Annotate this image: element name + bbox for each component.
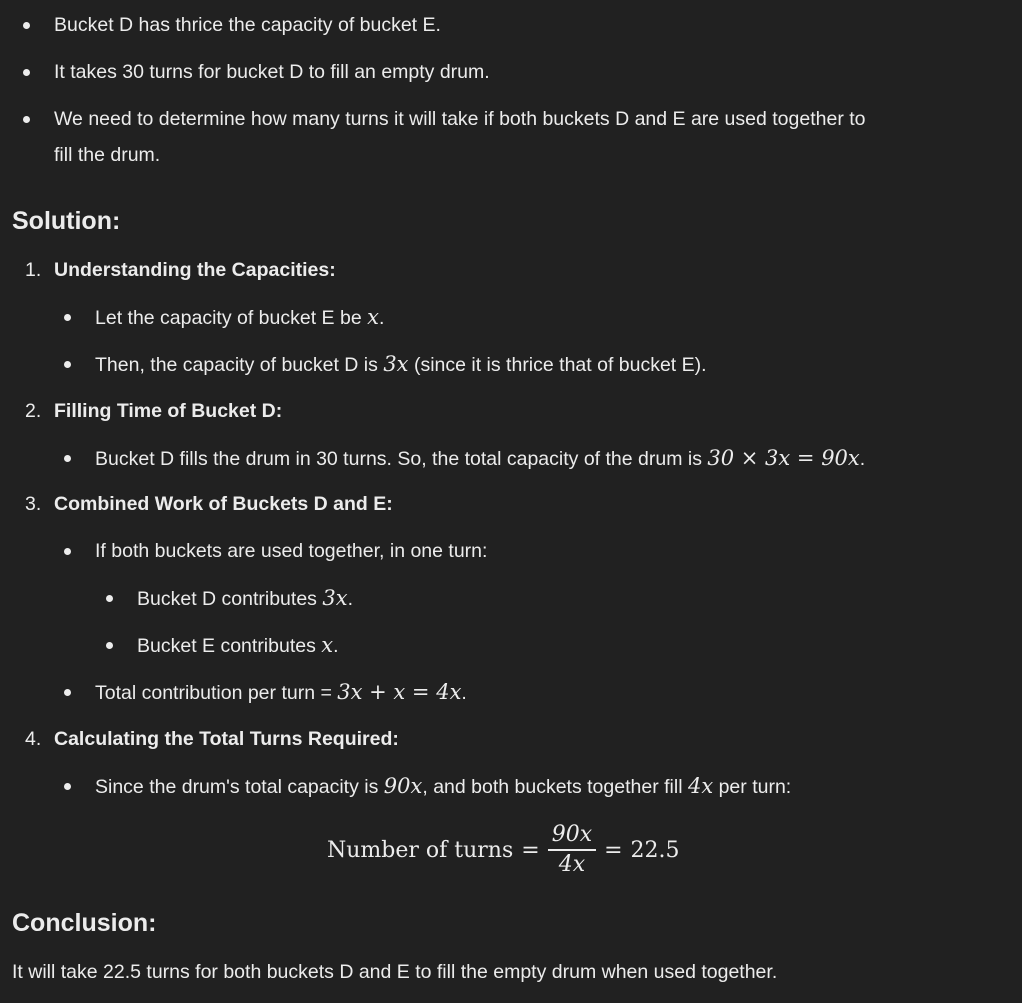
math-expression: x: [367, 305, 379, 329]
step-2-title: Filling Time of Bucket D:: [54, 400, 283, 422]
step-3-title: Combined Work of Buckets D and E:: [54, 493, 393, 515]
math-expression: 90x: [383, 774, 423, 798]
conclusion-heading: Conclusion:: [12, 909, 157, 937]
given-bullet-3-continued: fill the drum.: [54, 144, 161, 166]
step-number: 2.: [25, 400, 42, 422]
bullet-dot: [64, 548, 71, 555]
item-text: per turn:: [713, 776, 792, 798]
bullet-dot: [106, 595, 113, 602]
item-text: Bucket E contributes: [137, 635, 322, 657]
fraction-numerator: 90x: [551, 822, 593, 848]
bullet-dot: [64, 783, 71, 790]
item-text: Total contribution per turn =: [95, 682, 338, 704]
equals-sign: =: [604, 837, 623, 863]
bullet-dot: [106, 642, 113, 649]
step-number: 3.: [25, 493, 42, 515]
bullet-dot: [23, 116, 30, 123]
bullet-dot: [64, 455, 71, 462]
fraction: [548, 821, 596, 879]
step-3-subitem-2: [137, 633, 339, 658]
item-text: .: [859, 448, 866, 470]
item-text: .: [347, 588, 353, 610]
math-expression: 4x: [687, 774, 714, 798]
math-expression: x: [321, 633, 334, 657]
item-text: Bucket D contributes: [137, 588, 323, 610]
item-text: (since it is thrice that of bucket E).: [408, 354, 707, 376]
item-text: .: [378, 307, 385, 329]
given-bullet-1: Bucket D has thrice the capacity of bucket E.: [54, 14, 441, 36]
step-3-item-2: [95, 680, 467, 705]
item-text: Then, the capacity of bucket D is: [95, 354, 384, 376]
conclusion-text: It will take 22.5 turns for both buckets D and E to fill the empty drum when used together.: [12, 961, 778, 983]
step-4-item-1: [95, 774, 791, 799]
step-1-item-2: [95, 352, 707, 377]
bullet-dot: [23, 69, 30, 76]
fraction-denominator: 4x: [558, 851, 586, 877]
bullet-dot: [64, 361, 71, 368]
item-text: Bucket D fills the drum in 30 turns. So, the total capacity of the drum is: [95, 448, 708, 470]
given-bullet-2: It takes 30 turns for bucket D to fill an empty drum.: [54, 61, 490, 83]
bullet-dot: [23, 22, 30, 29]
bullet-dot: [64, 689, 71, 696]
item-text: , and both buckets together fill: [422, 776, 688, 798]
step-number: 1.: [25, 259, 42, 281]
given-bullet-3: We need to determine how many turns it will take if both buckets D and E are used together to: [54, 108, 866, 130]
math-expression: 3x + x = 4x: [337, 680, 462, 704]
equation-result: 22.5: [630, 837, 680, 863]
step-3-subitem-1: [137, 586, 353, 611]
equals-sign: =: [521, 837, 540, 863]
step-1-title: Understanding the Capacities:: [54, 259, 336, 281]
item-text: Let the capacity of bucket E be: [95, 307, 368, 329]
step-2-item-1: [95, 446, 865, 471]
display-equation: [327, 818, 680, 882]
solution-heading: Solution:: [12, 207, 121, 235]
math-expression: 30 × 3x = 90x: [707, 446, 860, 470]
math-expression: 3x: [383, 352, 409, 376]
math-expression: 3x: [322, 586, 348, 610]
step-1-item-1: [95, 305, 384, 330]
step-4-title: Calculating the Total Turns Required:: [54, 728, 399, 750]
bullet-dot: [64, 314, 71, 321]
step-number: 4.: [25, 728, 42, 750]
equation-lhs: Number of turns: [327, 837, 514, 863]
step-3-item-1: If both buckets are used together, in one turn:: [95, 540, 488, 562]
item-text: Since the drum's total capacity is: [95, 776, 384, 798]
item-text: .: [461, 682, 467, 704]
item-text: .: [333, 635, 339, 657]
